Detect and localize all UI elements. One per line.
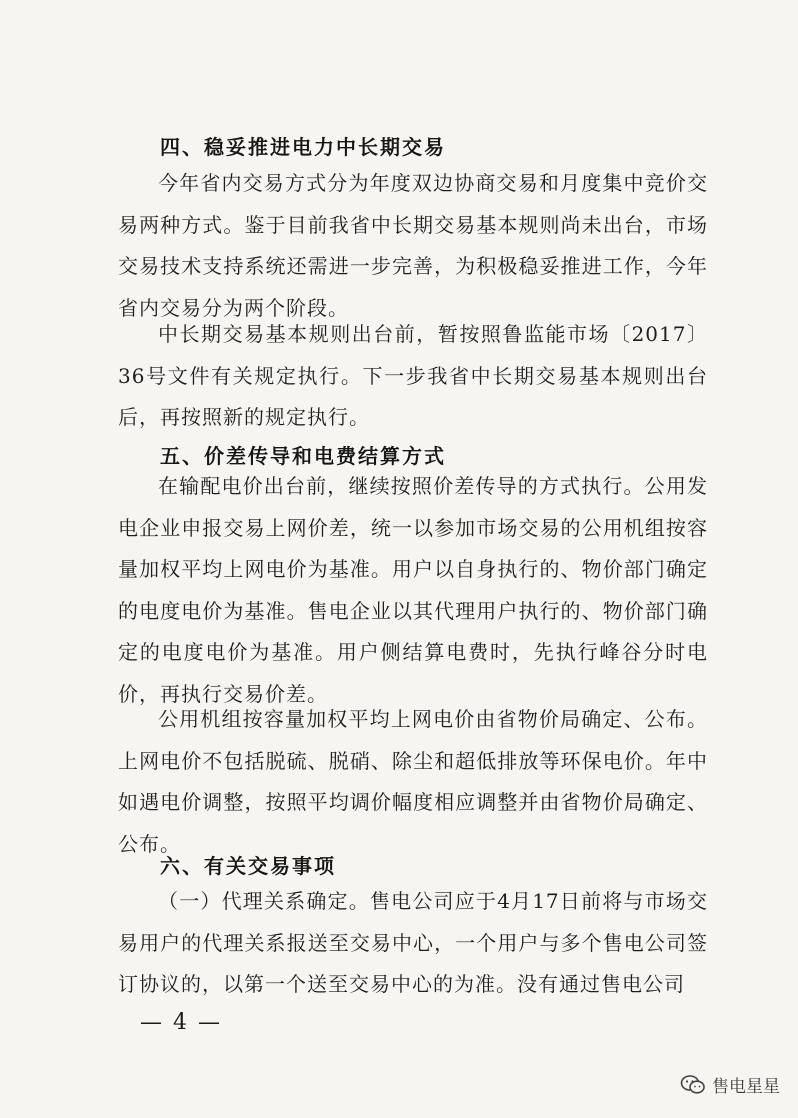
- page-number: — 4 —: [140, 1010, 222, 1035]
- watermark: [680, 1072, 780, 1097]
- section-5-paragraph-2: 公用机组按容量加权平均上网电价由省物价局确定、公布。上网电价不包括脱硫、脱硝、除尘和超低排放等环保电价。年中如遇电价调整，按照平均调价幅度相应调整并由省物价局确定、公布。: [118, 707, 708, 856]
- section-6-paragraph-1: [118, 881, 708, 1006]
- section-4-paragraph-2: 中长期交易基本规则出台前，暂按照鲁监能市场〔2017〕36号文件有关规定执行。下一步我省中长期交易基本规则出台后，再按照新的规定执行。: [118, 322, 708, 429]
- section-4-paragraph-1: 今年省内交易方式分为年度双边协商交易和月度集中竞价交易两种方式。鉴于目前我省中长期交易基本规则尚未出台，市场交易技术支持系统还需进一步完善，为积极稳妥推进工作，今年省内交易分为两个阶段。: [118, 171, 708, 320]
- item-lead: （一）代理关系确定。: [158, 889, 370, 913]
- section-5-paragraph-1: 在输配电价出台前，继续按照价差传导的方式执行。公用发电企业申报交易上网价差，统一以参加市场交易的公用机组按容量加权平均上网电价为基准。用户以自身执行的、物价部门确定的电度电价为基准。售电企业以其代理用户执行的、物价部门确定的电度电价为基准。用户侧结算电费时，先执行峰谷分时电价，再执行交易价差。: [118, 474, 708, 706]
- watermark-text: 售电星星: [712, 1077, 780, 1097]
- wechat-icon: [680, 1074, 706, 1096]
- section-heading-6: 六、有关交易事项: [160, 854, 336, 878]
- section-heading-4: 四、稳妥推进电力中长期交易: [160, 135, 446, 159]
- section-heading-5: 五、价差传导和电费结算方式: [160, 444, 446, 468]
- item-body: 售电公司应于4月17日前将与市场交易用户的代理关系报送至交易中心，一个用户与多个售电公司签订协议的，以第一个送至交易中心的为准。没有通过售电公司: [118, 889, 708, 996]
